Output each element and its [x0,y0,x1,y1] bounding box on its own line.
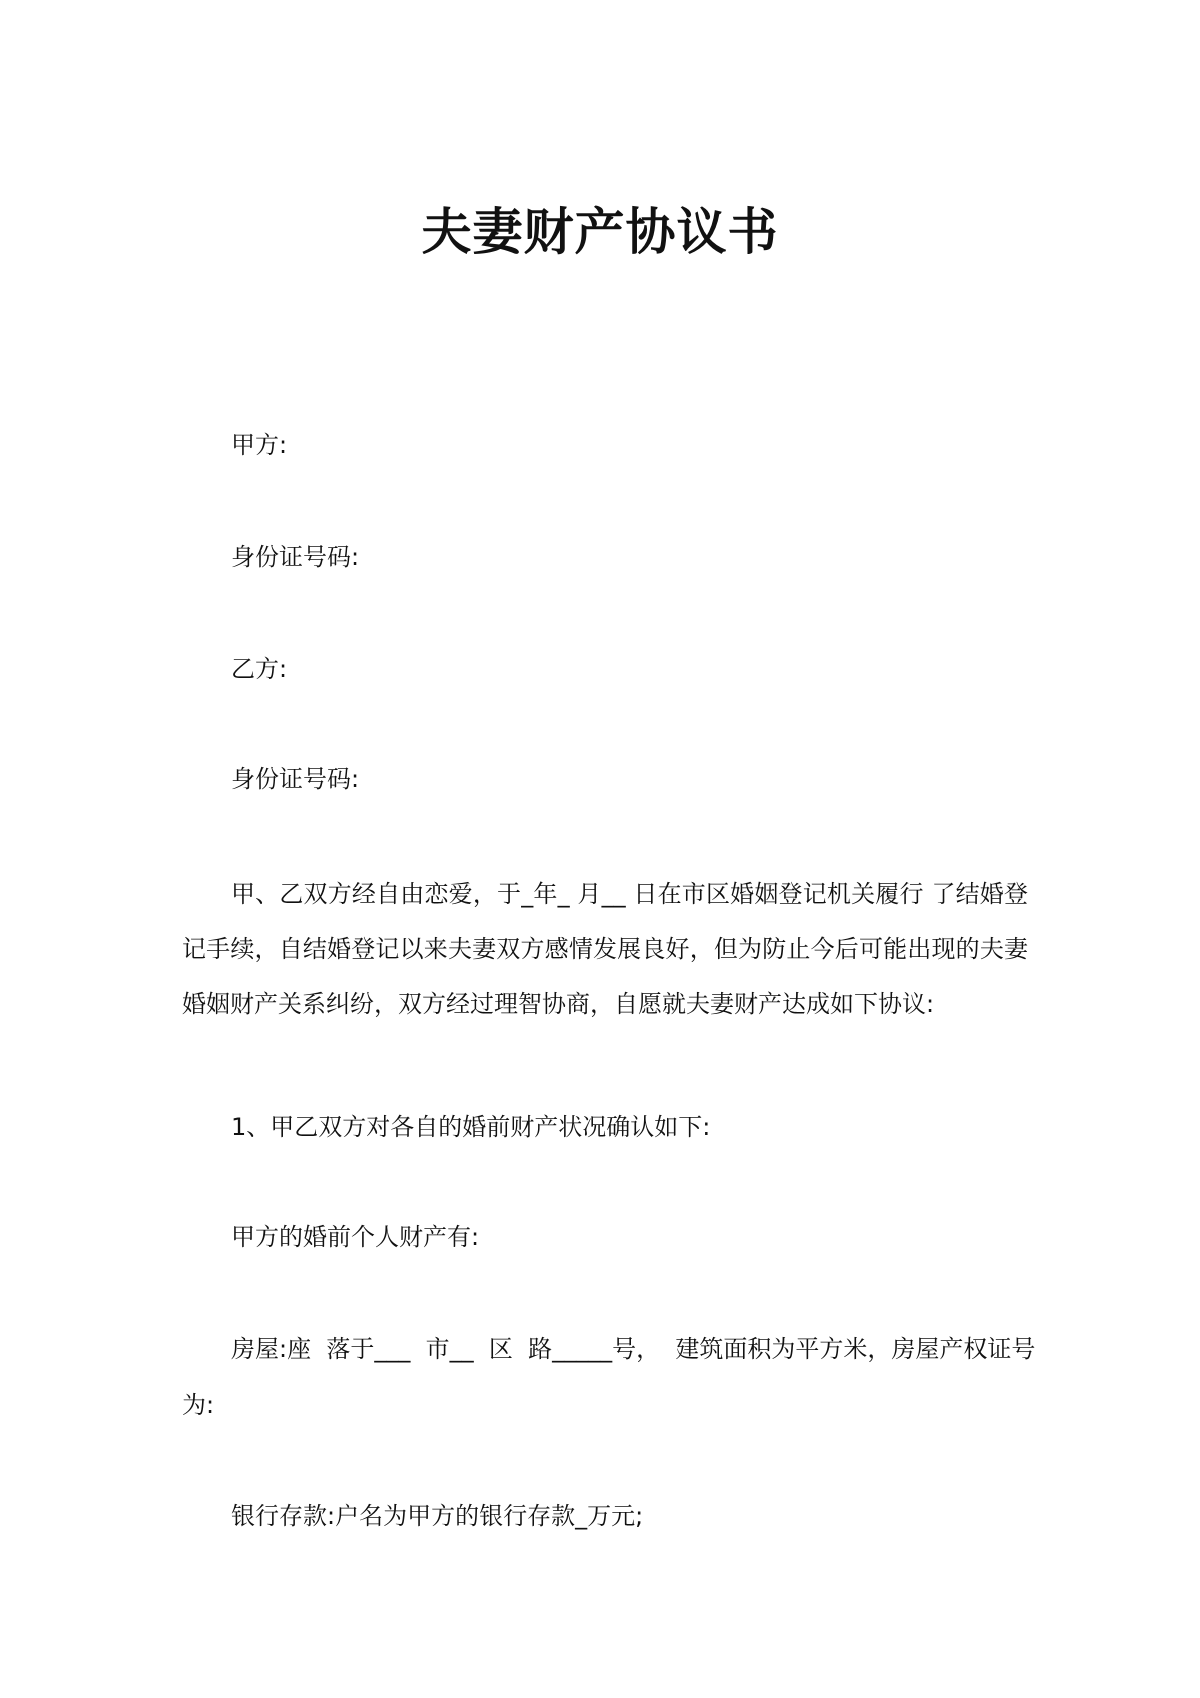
intro-paragraph: 甲、乙双方经自由恋爱，于_年_ 月__ 日在市区婚姻登记机关履行 了结婚登记手续，自结婚登记以来夫妻双方感情发展良好，但为防止今后可能出现的夫妻婚姻财产关系纠纷，双方经过理智协商，自愿就夫妻财产达成如下协议: [182,880,1028,1018]
document-title: 夫妻财产协议书 [421,203,779,261]
party-b-label: 乙方: [231,655,288,683]
party-a-id-label: 身份证号码: [231,543,360,571]
party-b-id-label: 身份证号码: [231,765,360,793]
bank-deposit-line: 银行存款:户名为甲方的银行存款_万元; [231,1502,644,1530]
party-a-premarital-heading: 甲方的婚前个人财产有: [231,1223,480,1251]
house-line-2: 为: [182,1391,215,1419]
house-line-1: 房屋:座 落于___ 市__ 区 路_____号， 建筑面积为平方米，房屋产权证号 [231,1335,1036,1363]
party-a-label: 甲方: [231,431,288,459]
clause-1: 1、甲乙双方对各自的婚前财产状况确认如下: [231,1113,711,1141]
